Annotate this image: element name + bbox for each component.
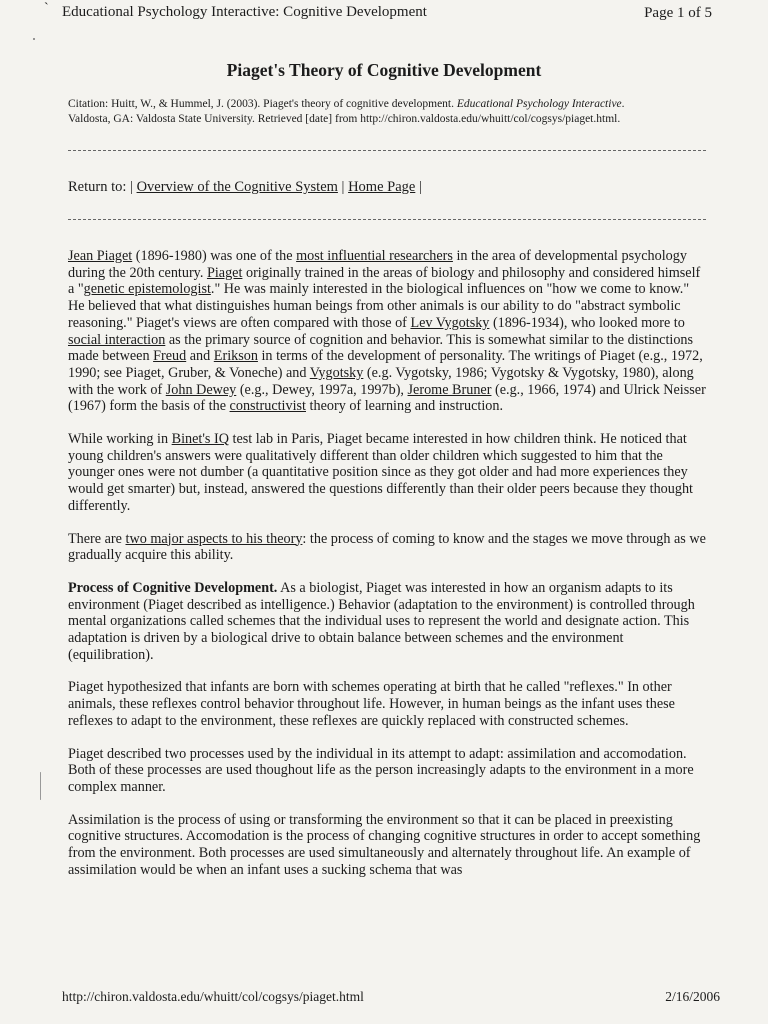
paragraph-processes: Piaget described two processes used by the individual in its attempt to adapt: assimilation and accomodation. Both of these processes are used thoughout life as the person increasingly adapts to the environment in a more complex manner. xyxy=(68,745,694,795)
paragraph-assimilation: Assimilation is the process of using or transforming the environment so that it can be placed in preexisting cognitive structures. Accomodation is the process of changing cognitive structures in order to accept something from the environment. Both processes are used simultaneously and alternately throughout life. An example of assimilation would be when an infant uses a sucking schema that was xyxy=(68,811,701,878)
john-dewey-link[interactable]: John Dewey xyxy=(165,381,237,398)
overview-link[interactable]: Overview of the Cognitive System xyxy=(136,179,338,195)
social-interaction-link[interactable]: social interaction xyxy=(68,331,166,348)
vygotsky-link[interactable]: Vygotsky xyxy=(309,364,364,381)
return-separator: | xyxy=(341,179,345,195)
text: While working in xyxy=(68,431,172,448)
return-prefix: Return to: | xyxy=(68,179,133,195)
citation xyxy=(68,97,728,127)
citation-period: . xyxy=(621,98,625,110)
scan-speck xyxy=(33,38,35,40)
influential-researchers-link[interactable]: most influential researchers xyxy=(296,248,453,264)
paragraph-intro xyxy=(68,248,708,415)
text: (e.g., Dewey, 1997a, 1997b), xyxy=(236,381,408,398)
text: and xyxy=(186,348,214,365)
text: There are xyxy=(68,530,126,547)
jerome-bruner-link[interactable]: Jerome Bruner xyxy=(407,381,492,398)
text: (e.g., 1966, 1974) and Ulrick Neisser (1967) form the basis of the xyxy=(68,381,706,415)
text: theory of learning and instruction. xyxy=(306,398,503,415)
text: (1896-1934), who looked more to xyxy=(489,314,685,331)
erikson-link[interactable]: Erikson xyxy=(213,348,258,365)
paragraph-binet xyxy=(68,431,708,515)
jean-piaget-link[interactable]: Jean Piaget xyxy=(68,248,133,264)
return-suffix: | xyxy=(418,179,422,195)
document-title: Piaget's Theory of Cognitive Development xyxy=(226,60,542,80)
piaget-link[interactable]: Piaget xyxy=(206,264,243,281)
paragraph-aspects xyxy=(68,531,708,564)
return-nav xyxy=(68,179,422,196)
citation-line2: Valdosta, GA: Valdosta State University. Retrieved [date] from http://chiron.valdosta.edu/whuitt/col/cogsys/piaget.html. xyxy=(68,113,621,125)
article-body xyxy=(68,248,708,895)
text: (e.g. Vygotsky, 1986; Vygotsky & Vygotsky, 1980), along with the work of xyxy=(68,364,694,398)
paragraph-reflexes: Piaget hypothesized that infants are born with schemes operating at birth that he called "reflexes." In other animals, these reflexes control behavior throughout life. However, in human beings as the infant uses these reflexes to adapt to the environment, these reflexes are quickly replaced with constructed schemes. xyxy=(68,679,675,729)
text: originally trained in the areas of biology and philosophy and considered himself a " xyxy=(68,264,701,298)
footer-date: 2/16/2006 xyxy=(665,989,720,1004)
page-number: Page 1 of 5 xyxy=(644,5,712,21)
text: test lab in Paris, Piaget became interested in how children think. He noticed that young children's answers were qualitatively different than older children which suggested to him that the younger ones were not dumber (a quantitative position since as they got older and had more experiences they would get smarter) but, instead, answered the questions differently than their older peers because they thought differently. xyxy=(68,431,693,514)
text: (1896-1980) was one of the xyxy=(132,248,297,264)
header-title: Educational Psychology Interactive: Cognitive Development xyxy=(62,4,427,20)
section-heading: Process of Cognitive Development. xyxy=(68,579,278,596)
text: ." He was mainly interested in the biological influences on "how we come to know." He believed that what distinguishes human beings from other animals is our ability to do "abstract symbolic reasoning." Piaget's views are often compared with those of xyxy=(68,281,690,331)
binets-iq-link[interactable]: Binet's IQ xyxy=(171,431,229,448)
home-page-link[interactable]: Home Page xyxy=(348,179,416,195)
text: as the primary source of cognition and behavior. This is somewhat similar to the distinctions made between xyxy=(68,331,694,365)
divider xyxy=(68,150,706,151)
paragraph-process xyxy=(68,580,708,664)
citation-text: Citation: Huitt, W., & Hummel, J. (2003). Piaget's theory of cognitive development. xyxy=(68,98,457,110)
major-aspects-link[interactable]: two major aspects to his theory xyxy=(125,530,303,547)
citation-journal: Educational Psychology Interactive xyxy=(456,98,622,110)
footer-url: http://chiron.valdosta.edu/whuitt/col/cogsys/piaget.html xyxy=(62,989,364,1004)
header-mark: ` xyxy=(44,1,49,16)
genetic-epistemologist-link[interactable]: genetic epistemologist xyxy=(83,281,211,298)
scan-mark xyxy=(40,772,41,800)
divider xyxy=(68,219,706,220)
freud-link[interactable]: Freud xyxy=(153,348,187,365)
text: in terms of the development of personality. The writings of Piaget (e.g., 1972, 1990; see Piaget, Gruber, & Voneche) and xyxy=(68,348,703,381)
text: As a biologist, Piaget was interested in how an organism adapts to its environment (Piaget described as intelligence.) Behavior (adaptation to the environment) is controlled through mental organizations called schemes that the individual uses to represent the world and designate action. This adaptation is driven by a biological drive to obtain balance between schemes and the environment (equilibration). xyxy=(68,579,695,663)
lev-vygotsky-link[interactable]: Lev Vygotsky xyxy=(410,314,490,331)
constructivist-link[interactable]: constructivist xyxy=(229,398,306,415)
text: : the process of coming to know and the stages we move through as we gradually acquire this ability. xyxy=(68,530,706,564)
text: in the area of developmental psychology during the 20th century. xyxy=(68,248,687,281)
